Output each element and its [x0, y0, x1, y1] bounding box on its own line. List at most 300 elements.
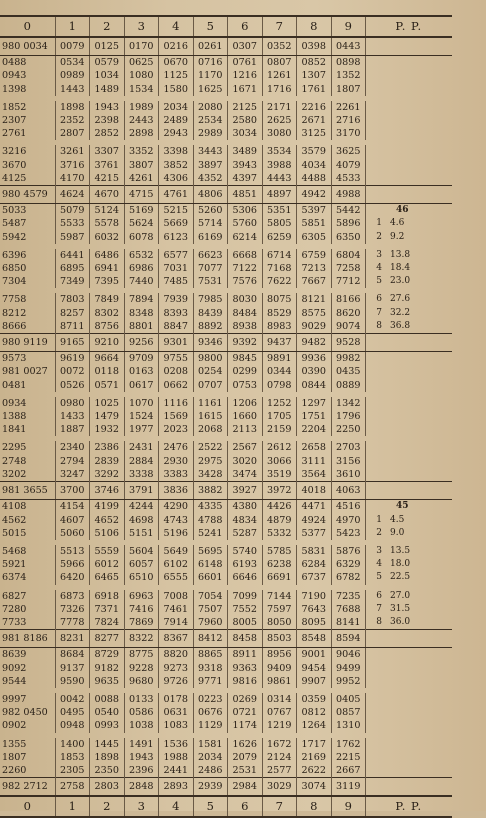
table-cell: 9709 [124, 352, 159, 366]
table-row [0, 590, 452, 603]
table-cell: 9346 [193, 334, 228, 352]
table-cell: 7258 [331, 262, 366, 275]
table-cell: 8439 [193, 307, 228, 320]
table-cell: 6214 [228, 231, 263, 244]
table-cell: 7960 [193, 616, 228, 630]
table-cell: 5079 [55, 204, 90, 218]
table-cell: 9029 [297, 320, 332, 334]
table-cell: 4516 [331, 500, 366, 514]
table-cell: 0625 [124, 56, 159, 70]
table-cell: 0307 [228, 37, 263, 56]
table-cell: 2761 [0, 127, 55, 140]
table-row [0, 410, 452, 423]
table-cell: 3474 [228, 468, 263, 482]
table-cell: 5260 [193, 204, 228, 218]
table-cell: 0586 [124, 706, 159, 719]
table-cell: 0526 [55, 379, 90, 392]
table-cell: 2884 [124, 455, 159, 468]
table-cell: 0534 [55, 56, 90, 70]
table-cell: 1206 [228, 397, 263, 410]
table-cell: 1129 [193, 719, 228, 732]
table-cell: 3882 [193, 482, 228, 500]
table-row [0, 249, 452, 262]
table-cell: 1443 [55, 83, 90, 96]
table-cell: 3746 [90, 482, 125, 500]
table-cell: 6396 [0, 249, 55, 262]
table-cell: 9273 [159, 662, 194, 675]
table-cell: 8575 [297, 307, 332, 320]
pp-value: 31.5 [390, 603, 411, 614]
table-cell: 6941 [90, 262, 125, 275]
table-cell: 8983 [262, 320, 297, 334]
pp-value: 23.0 [390, 276, 411, 287]
table-cell: 0170 [124, 37, 159, 56]
table-cell: 0088 [90, 693, 125, 706]
table-cell: 2794 [55, 455, 90, 468]
table-cell: 2807 [55, 127, 90, 140]
table-cell: 2839 [90, 455, 125, 468]
table-cell: 9482 [297, 334, 332, 352]
table-cell: 4562 [0, 514, 55, 527]
table-cell: 0807 [262, 56, 297, 70]
table-cell: 7031 [159, 262, 194, 275]
table-row [0, 675, 452, 688]
pp-cell [366, 468, 452, 482]
pp-digit: 1 [376, 218, 382, 229]
pp-digit: 3 [376, 545, 382, 556]
table-cell: 3247 [55, 468, 90, 482]
table-cell: 1898 [55, 101, 90, 114]
major-row [0, 334, 452, 352]
col-footer: 5 [193, 796, 228, 817]
table-cell: 3897 [193, 159, 228, 172]
table-cell: 4063 [331, 482, 366, 500]
table-cell: 1034 [90, 69, 125, 82]
table-cell: 6057 [124, 558, 159, 571]
pp-digit: 5 [376, 276, 382, 287]
table-cell: 9528 [331, 334, 366, 352]
table-cell: 9952 [331, 675, 366, 688]
pp-cell [366, 527, 452, 540]
table-cell: 3927 [228, 482, 263, 500]
table-cell: 981 0027 [0, 365, 55, 378]
table-cell: 1352 [331, 69, 366, 82]
table-cell: 0761 [228, 56, 263, 70]
table-cell: 5604 [124, 545, 159, 558]
table-row [0, 441, 452, 454]
table-cell: 1536 [159, 738, 194, 751]
table-cell: 3852 [159, 159, 194, 172]
table-cell: 7054 [193, 590, 228, 603]
pp-header: P. P. [366, 16, 452, 37]
table-cell: 3988 [262, 159, 297, 172]
table-cell: 9800 [193, 352, 228, 366]
col-footer: 0 [0, 796, 55, 817]
table-row [0, 56, 452, 70]
table-cell: 7758 [0, 293, 55, 306]
col-footer: 1 [55, 796, 90, 817]
table-cell: 1716 [262, 83, 297, 96]
table-cell: 0352 [262, 37, 297, 56]
table-cell: 4199 [90, 500, 125, 514]
table-cell: 4018 [297, 482, 332, 500]
table-cell: 6804 [331, 249, 366, 262]
table-row [0, 262, 452, 275]
pp-value: 18.4 [390, 263, 411, 274]
table-cell: 6465 [90, 571, 125, 584]
table-cell: 2204 [297, 423, 332, 436]
table-cell: 7280 [0, 603, 55, 616]
table-row [0, 500, 452, 514]
table-cell: 1852 [0, 101, 55, 114]
table-cell: 8050 [262, 616, 297, 630]
table-cell: 8075 [262, 293, 297, 306]
table-cell: 7122 [228, 262, 263, 275]
table-cell: 2386 [90, 441, 125, 454]
table-cell: 2716 [331, 114, 366, 127]
col-footer: 6 [228, 796, 263, 817]
pp-value: 13.5 [390, 545, 411, 556]
table-cell: 1038 [124, 719, 159, 732]
pp-cell [366, 603, 452, 616]
table-cell: 6737 [297, 571, 332, 584]
pp-cell [366, 590, 452, 603]
table-cell: 1170 [193, 69, 228, 82]
table-cell: 8892 [193, 320, 228, 334]
col-header: 3 [124, 16, 159, 37]
table-cell: 0488 [0, 56, 55, 70]
pp-empty [366, 630, 452, 648]
table-cell: 3020 [228, 455, 263, 468]
table-cell: 6238 [262, 558, 297, 571]
table-cell: 0208 [159, 365, 194, 378]
table-cell: 3761 [90, 159, 125, 172]
pp-cell [366, 706, 452, 719]
table-row [0, 693, 452, 706]
table-cell: 8666 [0, 320, 55, 334]
table-cell: 5215 [159, 204, 194, 218]
table-cell: 1400 [55, 738, 90, 751]
table-cell: 4108 [0, 500, 55, 514]
major-row [0, 186, 452, 204]
table-cell: 2340 [55, 441, 90, 454]
pp-value: 4.6 [390, 218, 405, 229]
table-cell: 1717 [297, 738, 332, 751]
table-row [0, 127, 452, 140]
table-cell: 4670 [90, 186, 125, 204]
table-cell: 6668 [228, 249, 263, 262]
table-cell: 9092 [0, 662, 55, 675]
table-cell: 5669 [159, 217, 194, 230]
table-cell: 0579 [90, 56, 125, 70]
logarithm-table [0, 15, 452, 818]
table-cell: 7688 [331, 603, 366, 616]
table-cell: 5377 [297, 527, 332, 540]
table-cell: 0079 [55, 37, 90, 56]
table-cell: 4788 [193, 514, 228, 527]
pp-cell [366, 231, 452, 244]
table-cell: 8529 [262, 307, 297, 320]
table-cell: 3428 [193, 468, 228, 482]
table-cell: 9437 [262, 334, 297, 352]
table-cell: 8756 [90, 320, 125, 334]
table-row [0, 706, 452, 719]
major-row [0, 37, 452, 56]
table-cell: 8956 [262, 648, 297, 662]
table-cell: 2852 [90, 127, 125, 140]
table-cell: 5332 [262, 527, 297, 540]
table-cell: 9409 [262, 662, 297, 675]
table-cell: 0767 [262, 706, 297, 719]
table-cell: 7597 [262, 603, 297, 616]
table-cell: 981 3655 [0, 482, 55, 500]
pp-cell [366, 307, 452, 320]
table-cell: 8639 [0, 648, 55, 662]
pp-cell [366, 455, 452, 468]
table-cell: 6623 [193, 249, 228, 262]
major-row [0, 778, 452, 797]
table-cell: 9074 [331, 320, 366, 334]
pp-cell [366, 397, 452, 410]
pp-digit: 4 [376, 559, 382, 570]
table-cell: 7712 [331, 275, 366, 288]
table-cell: 4743 [159, 514, 194, 527]
table-cell: 9997 [0, 693, 55, 706]
table-cell: 2567 [228, 441, 263, 454]
table-cell: 5033 [0, 204, 55, 218]
table-cell: 9664 [90, 352, 125, 366]
table-cell: 8166 [331, 293, 366, 306]
table-cell: 3292 [90, 468, 125, 482]
pp-cell [366, 410, 452, 423]
table-row [0, 571, 452, 584]
table-cell: 5896 [331, 217, 366, 230]
table-cell: 1887 [55, 423, 90, 436]
table-cell: 7939 [159, 293, 194, 306]
pp-empty [366, 186, 452, 204]
col-header: 9 [331, 16, 366, 37]
table-cell: 7778 [55, 616, 90, 630]
table-cell: 2113 [228, 423, 263, 436]
table-cell: 0889 [331, 379, 366, 392]
table-cell: 0676 [193, 706, 228, 719]
table-cell: 5513 [55, 545, 90, 558]
table-cell: 6691 [262, 571, 297, 584]
table-cell: 0857 [331, 706, 366, 719]
table-cell: 0269 [228, 693, 263, 706]
table-cell: 6532 [124, 249, 159, 262]
table-cell: 982 0450 [0, 706, 55, 719]
table-cell: 0072 [55, 365, 90, 378]
table-cell: 3261 [55, 145, 90, 158]
table-cell: 3791 [124, 482, 159, 500]
table-cell: 3836 [159, 482, 194, 500]
table-cell: 5966 [55, 558, 90, 571]
table-cell: 8458 [228, 630, 263, 648]
table-cell: 6193 [228, 558, 263, 571]
table-cell: 9680 [124, 675, 159, 688]
table-cell: 3029 [262, 778, 297, 797]
table-cell: 9301 [159, 334, 194, 352]
table-row [0, 397, 452, 410]
table-cell: 2215 [331, 751, 366, 764]
table-cell: 8121 [297, 293, 332, 306]
pp-value: 9.2 [390, 231, 405, 242]
table-cell: 7213 [297, 262, 332, 275]
table-cell: 1569 [159, 410, 194, 423]
table-cell: 2667 [331, 764, 366, 778]
table-cell: 4988 [331, 186, 366, 204]
table-cell: 5921 [0, 558, 55, 571]
table-cell: 5151 [124, 527, 159, 540]
table-cell: 1355 [0, 738, 55, 751]
col-footer: 8 [297, 796, 332, 817]
table-cell: 0898 [331, 56, 366, 70]
table-cell: 5695 [193, 545, 228, 558]
table-cell: 9573 [0, 352, 55, 366]
table-cell: 4624 [55, 186, 90, 204]
table-cell: 7531 [193, 275, 228, 288]
table-cell: 7869 [124, 616, 159, 630]
table-cell: 5468 [0, 545, 55, 558]
pp-digit: 4 [376, 263, 382, 274]
table-cell: 6510 [124, 571, 159, 584]
table-cell: 4125 [0, 172, 55, 186]
table-cell: 7643 [297, 603, 332, 616]
table-cell: 2171 [262, 101, 297, 114]
table-cell: 3125 [297, 127, 332, 140]
table-cell: 2305 [55, 764, 90, 778]
table-cell: 4306 [159, 172, 194, 186]
table-cell: 8257 [55, 307, 90, 320]
table-cell: 9726 [159, 675, 194, 688]
table-cell: 4851 [228, 186, 263, 204]
table-cell: 1615 [193, 410, 228, 423]
table-cell: 5760 [228, 217, 263, 230]
table-cell: 3519 [262, 468, 297, 482]
table-cell: 2975 [193, 455, 228, 468]
table-cell: 0443 [331, 37, 366, 56]
table-cell: 7507 [193, 603, 228, 616]
table-cell: 6486 [90, 249, 125, 262]
table-cell: 4335 [193, 500, 228, 514]
table-cell: 8938 [228, 320, 263, 334]
table-cell: 4352 [193, 172, 228, 186]
table-cell: 3156 [331, 455, 366, 468]
table-cell: 8212 [0, 307, 55, 320]
pp-cell [366, 675, 452, 688]
table-cell: 6284 [297, 558, 332, 571]
table-cell: 7395 [90, 275, 125, 288]
table-cell: 6123 [159, 231, 194, 244]
pp-difference-head: 46 [396, 205, 409, 216]
table-row [0, 468, 452, 482]
pp-cell [366, 441, 452, 454]
table-row [0, 293, 452, 306]
table-cell: 0118 [90, 365, 125, 378]
table-cell: 2396 [124, 764, 159, 778]
table-cell: 9165 [55, 334, 90, 352]
pp-cell [366, 217, 452, 230]
col-header: 5 [193, 16, 228, 37]
table-cell: 5351 [262, 204, 297, 218]
table-cell: 0223 [193, 693, 228, 706]
table-cell: 1943 [124, 751, 159, 764]
table-cell: 5578 [90, 217, 125, 230]
major-row [0, 630, 452, 648]
table-cell: 9619 [55, 352, 90, 366]
table-cell: 4154 [55, 500, 90, 514]
table-cell: 9544 [0, 675, 55, 688]
pp-digit: 8 [376, 320, 382, 331]
table-cell: 8865 [193, 648, 228, 662]
table-cell: 3338 [124, 468, 159, 482]
table-cell: 7304 [0, 275, 55, 288]
table-cell: 6441 [55, 249, 90, 262]
table-cell: 3080 [262, 127, 297, 140]
table-cell: 0481 [0, 379, 55, 392]
table-cell: 9936 [297, 352, 332, 366]
table-cell: 9046 [331, 648, 366, 662]
table-cell: 2352 [55, 114, 90, 127]
pp-digit: 2 [376, 231, 382, 242]
table-cell: 0405 [331, 693, 366, 706]
table-cell: 0852 [297, 56, 332, 70]
pp-cell [366, 83, 452, 96]
table-cell: 4879 [262, 514, 297, 527]
table-cell: 8412 [193, 630, 228, 648]
table-cell: 8801 [124, 320, 159, 334]
pp-cell [366, 719, 452, 732]
table-cell: 7894 [124, 293, 159, 306]
table-cell: 1310 [331, 719, 366, 732]
pp-value: 27.6 [390, 294, 411, 305]
table-cell: 4397 [228, 172, 263, 186]
table-row [0, 69, 452, 82]
pp-cell [366, 423, 452, 436]
table-cell: 3443 [193, 145, 228, 158]
table-row [0, 307, 452, 320]
pp-empty [366, 37, 452, 56]
table-cell: 2989 [193, 127, 228, 140]
table-cell: 981 8186 [0, 630, 55, 648]
table-cell: 2023 [159, 423, 194, 436]
table-cell: 1943 [90, 101, 125, 114]
table-cell: 3579 [297, 145, 332, 158]
table-cell: 1807 [331, 83, 366, 96]
table-cell: 0753 [228, 379, 263, 392]
table-cell: 0721 [228, 706, 263, 719]
pp-digit: 5 [376, 572, 382, 583]
table-cell: 4942 [297, 186, 332, 204]
pp-cell [366, 56, 452, 70]
table-cell: 2577 [262, 764, 297, 778]
table-cell: 1796 [331, 410, 366, 423]
table-cell: 6305 [297, 231, 332, 244]
table-cell: 4471 [297, 500, 332, 514]
table-cell: 0178 [159, 693, 194, 706]
pp-empty [366, 482, 452, 500]
table-cell: 2486 [193, 764, 228, 778]
table-cell: 2898 [124, 127, 159, 140]
pp-empty [366, 334, 452, 352]
pp-digit: 7 [376, 603, 382, 614]
pp-value: 36.0 [390, 616, 411, 627]
table-cell: 4244 [124, 500, 159, 514]
major-row [0, 482, 452, 500]
table-cell: 1853 [55, 751, 90, 764]
table-cell: 6329 [331, 558, 366, 571]
